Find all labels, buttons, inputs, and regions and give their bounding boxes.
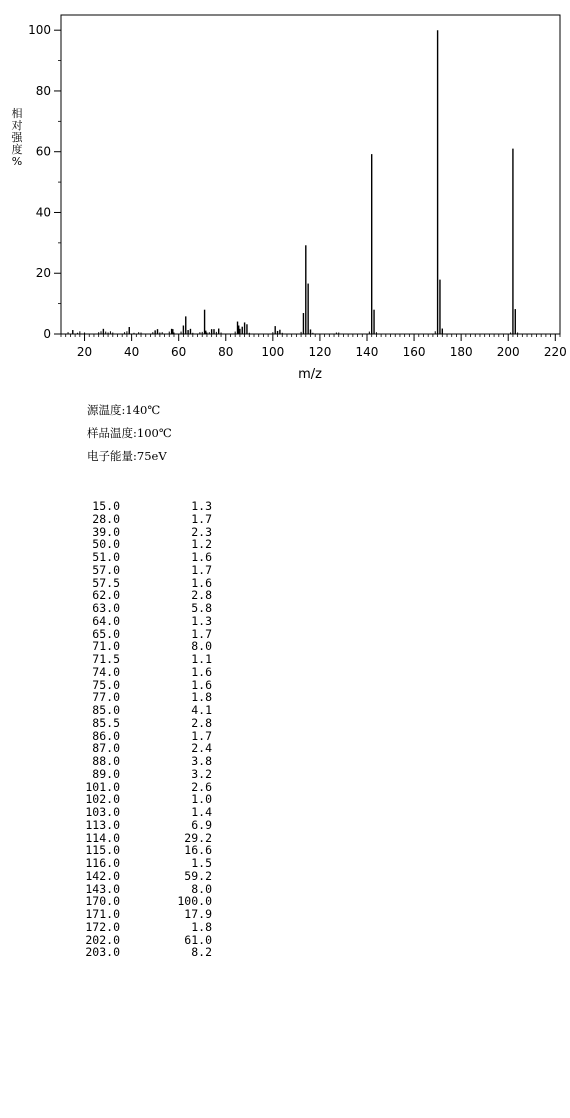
peak-mz: 39.0 — [92, 524, 120, 539]
peak-abundance: 1.7 — [191, 562, 212, 577]
x-tick-label: 100 — [261, 345, 285, 359]
peak-mz: 28.0 — [92, 511, 120, 526]
y-tick-label: 60 — [35, 144, 51, 159]
peak-mz: 202.0 — [85, 932, 120, 947]
peak-abundance: 4.1 — [191, 703, 212, 717]
y-axis-label-char: 度 — [11, 143, 23, 156]
peak-mz: 71.5 — [92, 652, 120, 666]
x-tick-label: 140 — [355, 345, 379, 359]
peak-abundance: 3.8 — [191, 754, 212, 768]
peak-abundance: 2.8 — [191, 715, 212, 730]
peak-abundance: 1.8 — [191, 690, 212, 705]
peak-mz: 71.0 — [92, 639, 120, 654]
peak-mz: 15.0 — [92, 499, 120, 513]
y-tick-label: 100 — [28, 23, 51, 38]
peak-row — [74, 615, 212, 628]
peak-abundance: 1.1 — [191, 652, 212, 666]
x-tick-label: 80 — [218, 345, 234, 359]
peak-row — [74, 666, 212, 679]
x-tick-label: 40 — [123, 345, 140, 359]
y-tick-label: 80 — [35, 83, 51, 98]
peak-mz: 50.0 — [92, 537, 120, 552]
peak-abundance: 1.2 — [191, 537, 212, 552]
peak-mz: 77.0 — [92, 690, 120, 705]
x-axis-label: m/z — [298, 367, 322, 382]
peak-row — [74, 921, 212, 934]
peak-abundance: 100.0 — [177, 894, 212, 909]
peak-mz: 75.0 — [92, 677, 120, 692]
peak-abundance: 59.2 — [184, 868, 212, 883]
peak-abundance: 17.9 — [184, 907, 212, 921]
peak-abundance: 8.0 — [191, 881, 212, 896]
peak-row — [74, 908, 212, 921]
spectrum-bars — [68, 30, 518, 334]
y-axis-label-char: % — [11, 155, 23, 168]
peak-abundance: 29.2 — [184, 830, 212, 845]
peak-mz: 63.0 — [92, 601, 120, 615]
peak-row — [74, 602, 212, 615]
peak-abundance: 1.8 — [191, 919, 212, 934]
peak-abundance: 1.7 — [191, 511, 212, 526]
peak-mz: 87.0 — [92, 741, 120, 756]
peak-mz: 103.0 — [85, 805, 120, 819]
peak-row — [74, 717, 212, 730]
peak-abundance: 3.2 — [191, 766, 212, 781]
peak-mz: 51.0 — [92, 550, 120, 564]
peak-mz: 172.0 — [85, 919, 120, 934]
peak-abundance: 1.6 — [191, 664, 212, 679]
peak-mz: 142.0 — [85, 868, 120, 883]
peak-mz: 116.0 — [85, 856, 120, 870]
y-tick-label: 40 — [35, 205, 51, 220]
peak-mz: 85.5 — [92, 715, 120, 730]
x-tick-label: 20 — [76, 345, 93, 359]
peak-row — [74, 513, 212, 526]
peak-mz: 113.0 — [85, 817, 120, 832]
y-tick-label: 0 — [43, 327, 51, 341]
electron-energy-text: 电子能量:75eV — [87, 449, 167, 463]
peak-mz: 57.5 — [92, 575, 120, 590]
x-tick-label: 180 — [449, 345, 473, 359]
peak-abundance: 8.0 — [191, 639, 212, 654]
peak-abundance: 1.6 — [191, 677, 212, 692]
y-axis-label-char: 对 — [11, 119, 23, 132]
source-temperature-text: 源温度:140℃ — [87, 403, 161, 417]
peak-mz: 62.0 — [92, 588, 120, 603]
sample-temperature-text: 样品温度:100℃ — [87, 426, 172, 440]
plot-frame — [61, 15, 560, 334]
peak-row — [74, 768, 212, 781]
x-tick-label: 120 — [308, 345, 332, 359]
peak-abundance: 6.9 — [191, 817, 212, 832]
peak-row — [74, 946, 212, 959]
y-tick-label: 20 — [35, 266, 51, 281]
peak-row — [74, 500, 212, 513]
peak-row — [74, 653, 212, 666]
y-axis-label-char: 强 — [11, 131, 23, 144]
peak-abundance: 2.4 — [191, 741, 212, 756]
peak-abundance: 1.4 — [191, 805, 212, 819]
peak-table — [74, 500, 212, 959]
peak-mz: 171.0 — [85, 907, 120, 921]
peak-abundance: 2.3 — [191, 524, 212, 539]
y-axis-label — [10, 108, 24, 168]
peak-mz: 114.0 — [85, 830, 120, 845]
peak-mz: 143.0 — [85, 881, 120, 896]
peak-mz: 57.0 — [92, 562, 120, 577]
peak-abundance: 61.0 — [184, 932, 212, 947]
axis-ticks — [28, 23, 567, 359]
peak-row — [74, 870, 212, 883]
peak-row — [74, 755, 212, 768]
peak-row — [74, 819, 212, 832]
peak-abundance: 1.6 — [191, 550, 212, 564]
peak-abundance: 5.8 — [191, 601, 212, 615]
x-tick-label: 220 — [543, 345, 567, 359]
peak-mz: 85.0 — [92, 703, 120, 717]
peak-mz: 102.0 — [85, 792, 120, 807]
peak-mz: 115.0 — [85, 843, 120, 858]
peak-mz: 88.0 — [92, 754, 120, 768]
peak-row — [74, 806, 212, 819]
x-tick-label: 60 — [171, 345, 187, 359]
peak-abundance: 1.5 — [191, 856, 212, 870]
peak-mz: 170.0 — [85, 894, 120, 909]
peak-abundance: 1.7 — [191, 626, 212, 641]
x-tick-label: 200 — [496, 345, 520, 359]
peak-abundance: 8.2 — [191, 945, 212, 960]
peak-row — [74, 857, 212, 870]
x-tick-label: 160 — [402, 345, 426, 359]
peak-mz: 74.0 — [92, 664, 120, 679]
peak-row — [74, 551, 212, 564]
peak-abundance: 1.3 — [191, 613, 212, 628]
peak-abundance: 1.0 — [191, 792, 212, 807]
peak-abundance: 16.6 — [184, 843, 212, 858]
peak-mz: 86.0 — [92, 728, 120, 743]
peak-mz: 101.0 — [85, 779, 120, 794]
peak-mz: 65.0 — [92, 626, 120, 641]
peak-abundance: 1.3 — [191, 499, 212, 513]
peak-abundance: 2.6 — [191, 779, 212, 794]
peak-mz: 203.0 — [85, 945, 120, 960]
peak-abundance: 2.8 — [191, 588, 212, 603]
y-axis-label-char: 相 — [11, 107, 23, 120]
peak-mz: 89.0 — [92, 766, 120, 781]
peak-row — [74, 704, 212, 717]
peak-row — [74, 564, 212, 577]
mass-spectrum-chart — [0, 0, 570, 390]
peak-mz: 64.0 — [92, 613, 120, 628]
peak-abundance: 1.7 — [191, 728, 212, 743]
peak-abundance: 1.6 — [191, 575, 212, 590]
